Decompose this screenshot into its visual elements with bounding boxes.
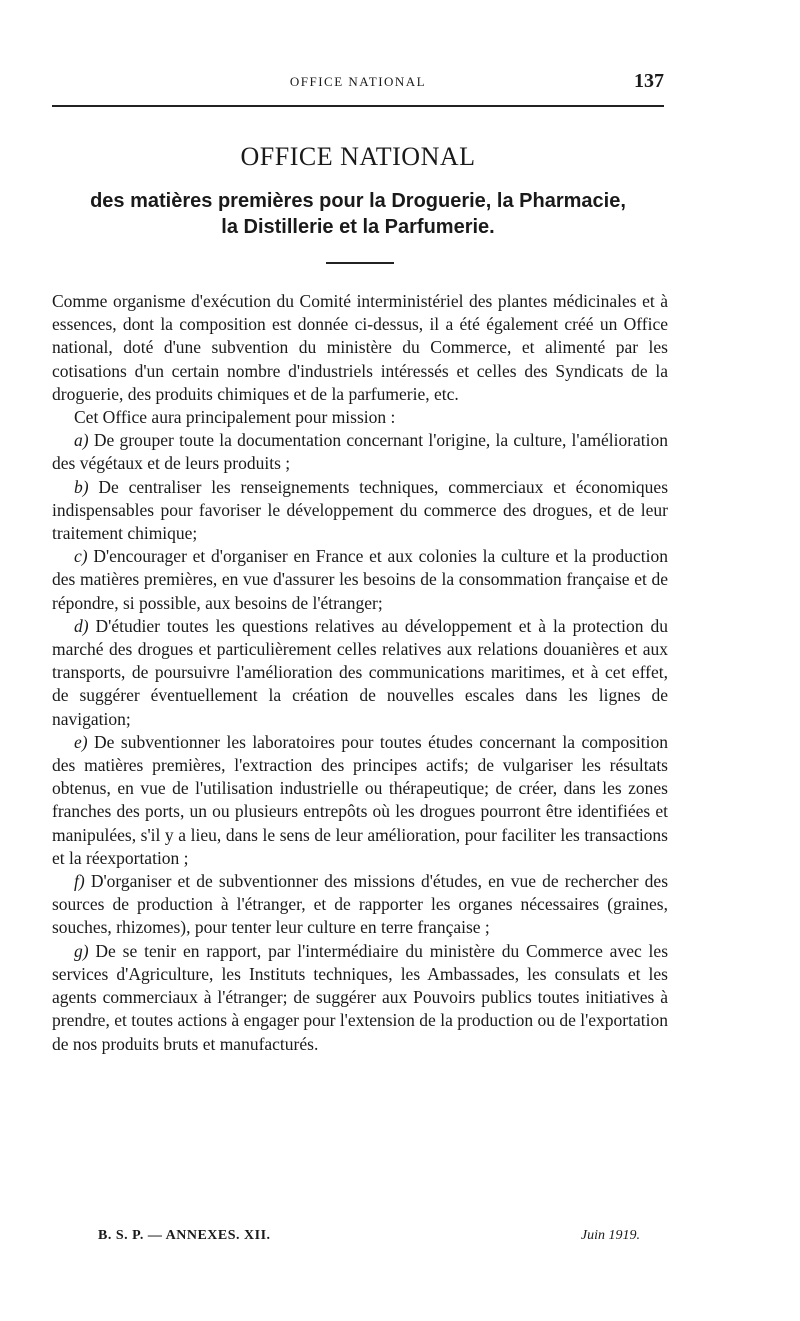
page-footer [98,1228,640,1248]
page-number: 137 [634,70,664,92]
mission-item-b [52,476,668,546]
item-text: D'encourager et d'organiser en France et aux colonies la culture et la production des matières premières, en vue d'assurer les besoins de la consommation française et de répondre, si possible, aux besoins de l'étranger; [52,546,669,613]
item-text: D'étudier toutes les questions relatives au développement et à la protection du marché des drogues et particulièrement celles relatives aux relations douanières et aux transports, de poursuivre l'amélioration des communications maritimes, et à cet effet, de suggérer éventuellement la création de nouvelles escales dans les lignes de navigation; [52,615,669,729]
header-rule [52,105,664,107]
item-letter: b) [74,476,89,497]
mission-item-e [52,731,668,870]
item-text: De se tenir en rapport, par l'intermédiaire du ministère du Commerce avec les services d'Agriculture, les Instituts techniques, les Ambassades, les consulats et les agents commerciaux à l'étranger; de suggérer aux Pouvoirs publics toutes initiatives à prendre, et toutes actions à engager pour l'extension de la production ou de l'exportation de nos produits bruts et manufacturés. [52,940,669,1054]
body-text [52,290,668,1056]
item-text: De subventionner les laboratoires pour toutes études concernant la composition des matières premières, l'extraction des principes actifs; de vulgariser les résultats obtenus, en vue de l'utilisation industrielle ou thérapeutique; de créer, dans les zones franches des ports, un ou plusieurs entrepôts où les drogues pourront être identifiées et manipulées, s'il y a lieu, dans le sens de leur amélioration, pour faciliter les transactions et la réexportation ; [52,731,668,868]
item-text: De grouper toute la documentation concernant l'origine, la culture, l'amélioration des végétaux et de leurs produits ; [52,430,669,474]
intro-paragraph: Comme organisme d'exécution du Comité interministériel des plantes médicinales et à essences, dont la composition est donnée ci-dessus, il a été également créé un Office national, doté d'une subvention du ministère du Commerce, et alimenté par les cotisations d'un certain nombre d'industriels intéressés et celles des Syndicats de la droguerie, des produits chimiques et de la parfumerie, etc. [52,291,668,404]
subtitle-line-1: des matières premières pour la Droguerie, la Pharmacie, [90,190,626,212]
mission-item-c [52,545,668,615]
item-text: De centraliser les renseignements techniques, commerciaux et économiques indispensables pour favoriser le développement du commerce des drogues, et de leur traitement chimique; [52,476,669,544]
section-divider [326,262,394,264]
item-letter: g) [74,940,89,961]
mission-item-a [52,429,668,475]
item-letter: f) [74,871,85,892]
subtitle-line-2: la Distillerie et la Parfumerie. [221,216,495,238]
running-title: OFFICE NATIONAL [289,74,427,89]
document-subtitle [52,188,664,240]
item-letter: a) [74,430,89,451]
mission-item-g [52,940,668,1056]
footer-date: Juin 1919. [580,1228,640,1243]
item-letter: c) [74,546,88,567]
document-title: OFFICE NATIONAL [240,142,476,171]
running-head [52,70,664,92]
mission-item-d [52,615,668,731]
item-text: D'organiser et de subventionner des missions d'études, en vue de rechercher des sources de production à l'étranger, et de rapporter les organes nécessaires (graines, souches, rhizomes), pour tenter leur culture en terre française ; [52,871,668,938]
mission-item-f [52,870,668,940]
item-letter: d) [74,615,89,636]
item-letter: e) [74,731,88,752]
mission-intro: Cet Office aura principalement pour mission : [74,407,396,428]
footer-reference: B. S. P. — ANNEXES. XII. [98,1228,271,1243]
